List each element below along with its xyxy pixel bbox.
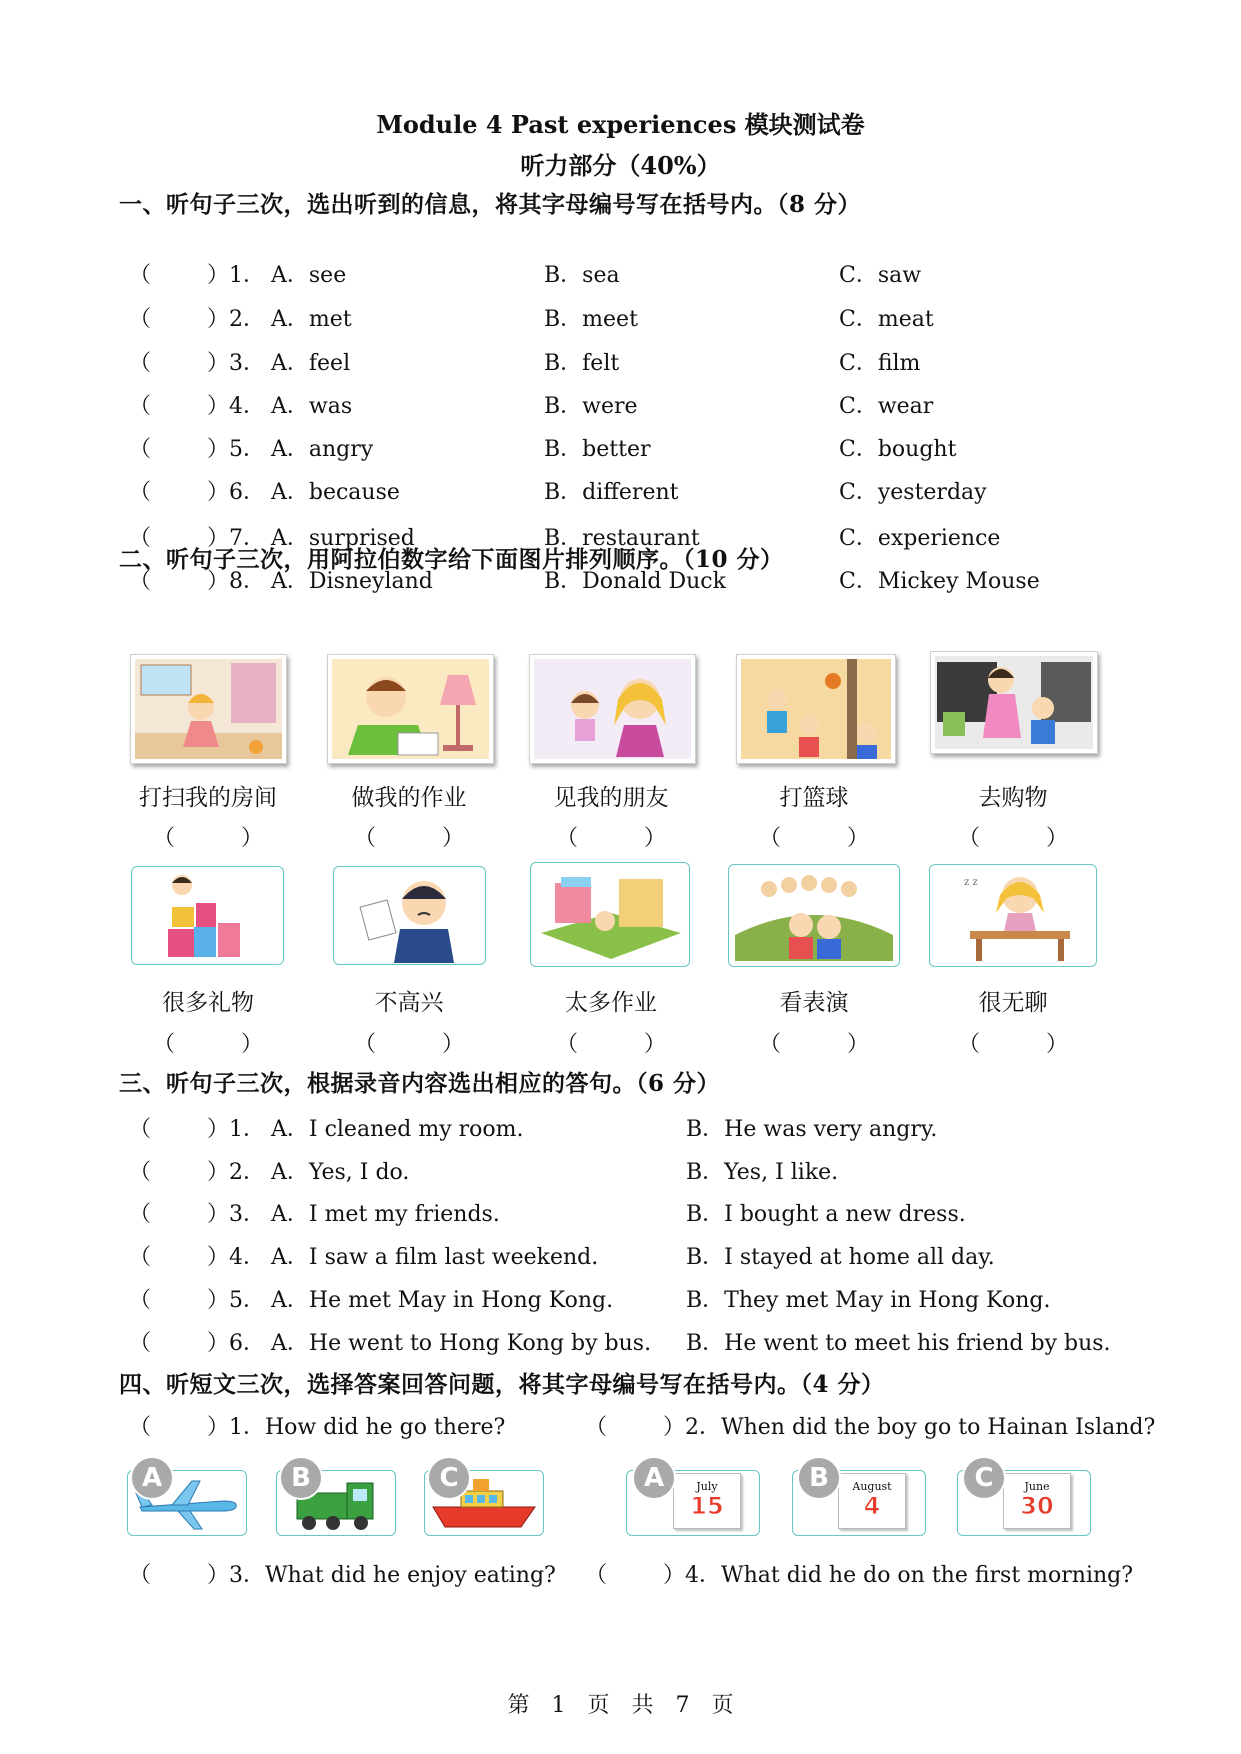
question-number: 3． [229, 1202, 265, 1227]
option-a: A．He went to Hong Kong by bus. [271, 1331, 652, 1356]
calendar-july: July 15 [673, 1473, 741, 1529]
paren-close: ） [207, 526, 230, 551]
option-b: B．He went to meet his friend by bus. [686, 1331, 1111, 1356]
question-row [129, 1558, 629, 1588]
option-b: B．restaurant [544, 526, 700, 551]
caption-too-much-homework: 太多作业 [565, 990, 657, 1016]
picture-basketball [736, 654, 896, 764]
paren-open[interactable]: （ [129, 1288, 152, 1313]
paren-close: ） [207, 1288, 230, 1313]
paren-close: ） [207, 307, 230, 332]
picture-clean-room [130, 654, 287, 764]
paren-close: ） [207, 437, 230, 462]
question-text: 3．What did he enjoy eating? [229, 1563, 556, 1588]
option-a: A．I met my friends. [271, 1202, 500, 1227]
option-c: C．yesterday [839, 480, 987, 505]
option-c: C．saw [839, 263, 922, 288]
caption-meet-friends: 见我的朋友 [553, 785, 669, 811]
caption-basketball: 打篮球 [779, 785, 849, 811]
caption-bored: 很无聊 [978, 990, 1048, 1016]
answer-blank[interactable]: （ ） [957, 826, 1068, 851]
option-c: C．Mickey Mouse [839, 569, 1040, 594]
option-a: A．Disneyland [271, 569, 433, 594]
question-row [129, 1410, 629, 1440]
paren-close: ） [207, 1331, 230, 1356]
caption-shopping: 去购物 [978, 785, 1048, 811]
answer-blank[interactable]: （ ） [353, 1032, 464, 1057]
paren-open[interactable]: （ [129, 1563, 152, 1588]
question-number: 2． [229, 1160, 265, 1185]
answer-blank[interactable]: （ ） [152, 1032, 263, 1057]
option-badge-c: C [962, 1456, 1006, 1500]
paren-open[interactable]: （ [129, 1202, 152, 1227]
paren-close: ） [207, 351, 230, 376]
paren-open[interactable]: （ [129, 1331, 152, 1356]
section3-heading: 三、听句子三次，根据录音内容选出相应的答句。（6 分） [119, 1070, 721, 1097]
paren-open[interactable]: （ [129, 1117, 152, 1142]
picture-bored [929, 864, 1097, 967]
page-subtitle: 听力部分（40%） [520, 151, 721, 180]
answer-blank[interactable]: （ ） [555, 1032, 666, 1057]
caption-watch-show: 看表演 [779, 990, 849, 1016]
option-a: A．was [271, 394, 353, 419]
question-number: 5． [229, 1288, 265, 1313]
paren-open[interactable]: （ [129, 307, 152, 332]
option-a: A．Yes, I do. [271, 1160, 410, 1185]
answer-blank[interactable]: （ ） [353, 826, 464, 851]
section1-heading: 一、听句子三次，选出听到的信息，将其字母编号写在括号内。（8 分） [119, 191, 862, 218]
question-number: 6． [229, 480, 265, 505]
picture-meet-friends [529, 654, 696, 764]
answer-blank[interactable]: （ ） [555, 826, 666, 851]
question-row [585, 1558, 1145, 1588]
answer-blank[interactable]: （ ） [758, 1032, 869, 1057]
picture-homework [327, 654, 494, 764]
caption-clean-room: 打扫我的房间 [139, 785, 277, 811]
option-a: A．I saw a film last weekend. [271, 1245, 599, 1270]
question-number: 1． [229, 263, 265, 288]
paren-open[interactable]: （ [129, 1415, 152, 1440]
question-number: 4． [229, 1245, 265, 1270]
caption-gifts: 很多礼物 [162, 990, 254, 1016]
paren-open[interactable]: （ [129, 1160, 152, 1185]
picture-gifts [131, 866, 284, 965]
page-title: Module 4 Past experiences 模块测试卷 [376, 110, 865, 139]
option-badge-b: B [797, 1456, 841, 1500]
answer-blank[interactable]: （ ） [957, 1032, 1068, 1057]
calendar-august: August 4 [838, 1473, 906, 1529]
option-b: B．felt [544, 351, 620, 376]
answer-blank[interactable]: （ ） [758, 826, 869, 851]
paren-open[interactable]: （ [129, 263, 152, 288]
option-a: A．because [271, 480, 400, 505]
option-a: A．met [271, 307, 352, 332]
option-b: B．meet [544, 307, 638, 332]
paren-close: ） [207, 1117, 230, 1142]
picture-unhappy [333, 866, 486, 965]
option-b: B．Donald Duck [544, 569, 726, 594]
question-number: 4． [229, 394, 265, 419]
question-text: 4．What did he do on the first morning? [685, 1563, 1134, 1588]
option-b: B．I bought a new dress. [686, 1202, 966, 1227]
option-c: C．film [839, 351, 921, 376]
paren-close: ） [663, 1415, 686, 1440]
option-b: B．I stayed at home all day. [686, 1245, 995, 1270]
paren-close: ） [207, 1415, 230, 1440]
option-a: A．I cleaned my room. [271, 1117, 524, 1142]
option-b: B．were [544, 394, 638, 419]
paren-open[interactable]: （ [129, 394, 152, 419]
option-a: A．He met May in Hong Kong. [271, 1288, 614, 1313]
question-text: 2．When did the boy go to Hainan Island? [685, 1415, 1156, 1440]
paren-close: ） [207, 569, 230, 594]
option-b: B．They met May in Hong Kong. [686, 1288, 1051, 1313]
option-b: B．He was very angry. [686, 1117, 938, 1142]
paren-open[interactable]: （ [129, 480, 152, 505]
picture-shopping [930, 651, 1098, 754]
paren-close: ） [663, 1563, 686, 1588]
option-c: C．meat [839, 307, 934, 332]
answer-blank[interactable]: （ ） [152, 826, 263, 851]
question-row [585, 1410, 1156, 1440]
option-a: A．see [271, 263, 347, 288]
paren-open[interactable]: （ [129, 437, 152, 462]
option-a: A．feel [271, 351, 351, 376]
option-a: A．angry [271, 437, 374, 462]
paren-close: ） [207, 480, 230, 505]
question-number: 2． [229, 307, 265, 332]
paren-open[interactable]: （ [129, 351, 152, 376]
option-badge-a: A [130, 1456, 174, 1500]
paren-open[interactable]: （ [585, 1563, 608, 1588]
option-b: B．better [544, 437, 651, 462]
paren-close: ） [207, 263, 230, 288]
paren-open[interactable]: （ [129, 1245, 152, 1270]
section4-heading: 四、听短文三次，选择答案回答问题，将其字母编号写在括号内。（4 分） [119, 1371, 885, 1398]
question-number: 3． [229, 351, 265, 376]
picture-too-much-homework [530, 862, 690, 967]
page-footer: 第 1 页 共 7 页 [507, 1693, 734, 1718]
paren-close: ） [207, 1245, 230, 1270]
paren-close: ） [207, 1563, 230, 1588]
section2-heading: 二、听句子三次，用阿拉伯数字给下面图片排列顺序。（10 分） [119, 546, 784, 573]
svg-text:z z: z z [964, 877, 978, 888]
question-text: 1．How did he go there? [229, 1415, 506, 1440]
paren-open[interactable]: （ [129, 526, 152, 551]
option-b: B．different [544, 480, 679, 505]
option-c: C．wear [839, 394, 934, 419]
question-number: 7． [229, 526, 265, 551]
option-a: A．surprised [271, 526, 415, 551]
paren-close: ） [207, 394, 230, 419]
option-b: B．sea [544, 263, 620, 288]
question-number: 5． [229, 437, 265, 462]
option-badge-a: A [632, 1456, 676, 1500]
paren-open[interactable]: （ [129, 569, 152, 594]
option-b: B．Yes, I like. [686, 1160, 839, 1185]
option-c: C．bought [839, 437, 957, 462]
paren-close: ） [207, 1202, 230, 1227]
calendar-june: June 30 [1003, 1473, 1071, 1529]
question-number: 8． [229, 569, 265, 594]
caption-unhappy: 不高兴 [374, 990, 444, 1016]
option-badge-b: B [279, 1456, 323, 1500]
caption-homework: 做我的作业 [351, 785, 467, 811]
picture-watch-show [728, 864, 900, 967]
option-badge-c: C [427, 1456, 471, 1500]
question-number: 6． [229, 1331, 265, 1356]
question-number: 1． [229, 1117, 265, 1142]
paren-open[interactable]: （ [585, 1415, 608, 1440]
paren-close: ） [207, 1160, 230, 1185]
option-c: C．experience [839, 526, 1001, 551]
